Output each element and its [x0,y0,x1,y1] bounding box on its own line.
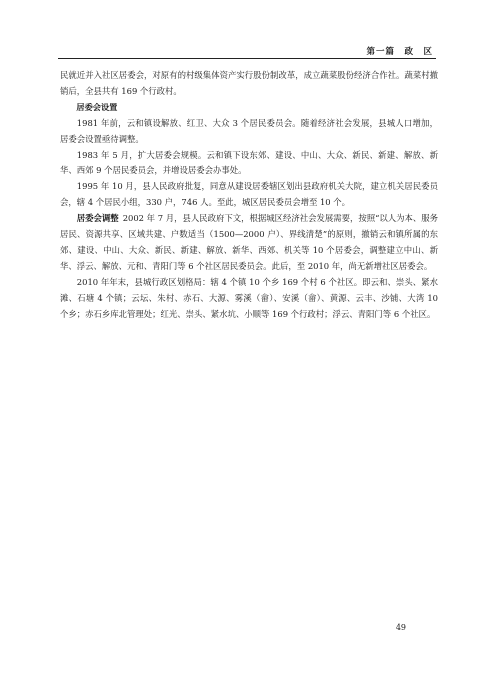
run-in-heading: 居委会调整 [76,213,119,224]
paragraph-1981: 1981 年前，云和镇设解放、红卫、大众 3 个居民委员会。随着经济社会发展，县城人口增加，居委会设置亟待调整。 [60,117,438,144]
section-heading: 居委会设置 [76,101,118,112]
paragraph-adjustment [60,211,438,275]
paragraph-1983: 1983 年 5 月，扩大居委会规模。云和镇下设东郊、建设、中山、大众、新民、新建、解放、新华、西郊 9 个居民委员会，并增设居委会办事处。 [60,149,438,176]
body-text [60,68,438,323]
paragraph-1995: 1995 年 10 月，县人民政府批复，同意从建设居委辖区划出县政府机关大院，建立机关居民委员会，辖 4 个居民小组，330 户，746 人。至此，城区居民委员会增至 10 个。 [60,181,438,208]
running-header: 第一篇 政 区 [366,47,433,57]
paragraph-2010: 2010 年年末，县城行政区划格局：辖 4 个镇 10 个乡 169 个村 6 个社区。即云和、崇头、紧水滩、石塘 4 个镇；云坛、朱村、赤石、大源、雾溪（畲）、安溪（畲）、黄源、云丰、沙铺、大湾 10 个乡；赤石乡库北管理处；红光、崇头、紧水坑、小顺等 169 个行政村；浮云、青阳门等 6 个社区。 [60,276,438,319]
paragraph-adjustment-text: 2002 年 7 月，县人民政府下文，根据城区经济社会发展需要，按照“以人为本、服务居民、资源共享、区域共建、户数适当（1500—2000 户）、界线清楚”的原则，撤销云和镇所属的东郊、建设、中山、大众、新民、新建、解放、新华、西郊、机关等 10 个居委会，调整建立中山、新华、浮云、解放、元和、青阳门等 6 个社区居民委员会。此后，至 2010 年，尚无新增社区居委会。 [60,213,438,271]
header-rule [58,58,436,59]
paragraph-continuation: 民就近并入社区居委会，对原有的村级集体资产实行股份制改革，成立蔬菜股份经济合作社。蔬菜村撤销后，全县共有 169 个行政村。 [60,70,438,96]
page-number: 49 [395,623,406,632]
